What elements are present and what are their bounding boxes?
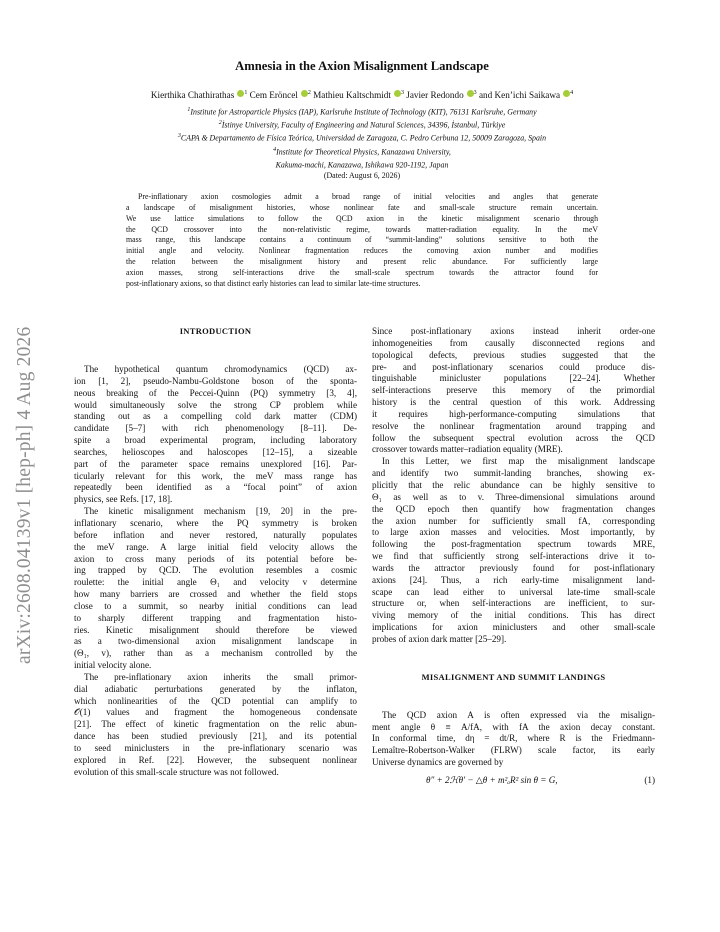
- right-column: [372, 326, 655, 787]
- arxiv-identifier[interactable]: arXiv:2608.04139v1 [hep-ph] 4 Aug 2026: [14, 326, 35, 664]
- author-affil-mark: 3: [473, 90, 477, 96]
- text-line: [21]. The effect of kinetic fragmentation on the relic abun-: [74, 719, 357, 730]
- author-name: Cem Eröncel: [249, 90, 298, 101]
- affiliation-line: [40, 131, 684, 144]
- text-line: 𝒪(1) values and fragment the homogeneous condensate: [74, 707, 357, 718]
- author-name: and Ken’ichi Saikawa: [478, 90, 561, 101]
- affiliation-text: Institute for Astroparticle Physics (IAP), Karlsruhe Institute of Technology (KIT), 76131 Karlsruhe, Germany: [190, 107, 537, 117]
- text-line: The hypothetical quantum chromodynamics (QCD) ax-: [84, 364, 357, 374]
- abstract-line: initial angle and velocity. Nonlinear fragmentation reduces the comoving axion number and modifies: [126, 246, 598, 256]
- text-line: part of the parameter space remains unexplored [16]. Par-: [74, 458, 357, 469]
- dated-line: (Dated: August 6, 2026): [323, 171, 401, 181]
- equation-number: (1): [644, 775, 655, 785]
- text-line: history is the central question of this work. Addressing: [372, 397, 655, 408]
- text-line: the meV range. A large initial field velocity allows the: [74, 541, 357, 552]
- text-line: Universe dynamics are governed by: [372, 757, 504, 768]
- equation-body: θ″ + 2ℋθ′ − △θ + m²ₐR² sin θ = G,: [426, 775, 558, 785]
- text-line: Θ₁ as well as to v. Three-dimensional simulations around: [372, 491, 655, 502]
- text-line: axion to cross many periods of its potential before be-: [74, 553, 357, 564]
- text-line: roulette: the initial angle Θ₁ and velocity v determine: [74, 577, 357, 588]
- orcid-icon[interactable]: [301, 90, 308, 97]
- affiliation-text: İstinye University, Faculty of Engineering and Natural Sciences, 34396, İstanbul, Türkiye: [221, 120, 506, 130]
- paragraph: [372, 710, 655, 769]
- text-line: the axion number for sufficiently small fA, corresponding: [372, 515, 655, 526]
- text-line: repeatedly been identified as a “focal point” of axion: [74, 482, 357, 493]
- text-line: how many barriers are crossed and whether the field stops: [74, 589, 357, 600]
- author-name: Mathieu Kaltschmidt: [313, 90, 391, 101]
- text-line: and identify two summit-landing branches, showing ex-: [372, 468, 655, 479]
- text-line: ticularly relevant for this work, the meV mass range has: [74, 470, 357, 481]
- text-line: In this Letter, we first map the misalignment landscape: [382, 456, 655, 467]
- author-affil-mark: 1: [244, 90, 248, 96]
- affiliation-line: [40, 158, 684, 171]
- author-name: Javier Redondo: [406, 90, 464, 101]
- text-line: tinguishable minicluster populations [22–24]. Whether: [372, 373, 655, 384]
- orcid-icon[interactable]: [394, 90, 401, 97]
- abstract-line: a landscape of misalignment histories, whose nonlinear fate and small-scale structure remain uncertain.: [126, 202, 598, 212]
- text-line: to large axion masses and velocities. Most importantly, by: [372, 527, 655, 538]
- section-heading-misalignment: MISALIGNMENT AND SUMMIT LANDINGS: [421, 671, 606, 682]
- text-line: following the post-fragmentation spectrum towards MRE,: [372, 539, 655, 550]
- text-line: resolve the nonlinear fragmentation around trapping and: [372, 420, 655, 431]
- text-line: topological defects, previous studies suggested that the: [372, 349, 655, 360]
- affiliation-line: [40, 118, 684, 131]
- paragraph: [372, 456, 655, 646]
- text-line: The QCD axion A is often expressed via the misalign-: [382, 709, 655, 720]
- author-affil-mark: 3: [400, 90, 404, 96]
- abstract-line: post-inflationary axions, so that distinct early histories can lead to similar late-time structures.: [126, 278, 421, 288]
- text-line: inhomogeneities from causally disconnected regions and: [372, 337, 655, 348]
- abstract-line: Pre-inflationary axion cosmologies admit a broad range of initial velocities and angles that generate: [138, 192, 598, 201]
- text-line: probes of axion dark matter [25–29].: [372, 633, 507, 644]
- abstract-line: mass range, this landscape contains a continuum of “summit-landing” solutions sensitive to both the: [126, 235, 598, 245]
- text-line: standing out as a compelling cold dark matter (CDM): [74, 411, 357, 422]
- text-line: axions [24]. Thus, a rich early-time misalignment land-: [372, 574, 655, 585]
- text-line: physics, see Refs. [17, 18].: [74, 494, 173, 505]
- text-line: close to a summit, so nearby initial conditions can lead: [74, 600, 357, 611]
- text-line: (Θ₁, v), rather than as a mechanism controlled by the: [74, 648, 357, 659]
- text-line: Since post-inflationary axions instead inherit order-one: [372, 326, 655, 336]
- abstract-line: axion masses, strong self-interactions drive the small-scale spectrum towards the attractor found for: [126, 267, 598, 277]
- orcid-icon[interactable]: [467, 90, 474, 97]
- text-line: ries. Kinetic misalignment should therefore be viewed: [74, 624, 357, 635]
- author-affil-mark: 4: [570, 90, 574, 96]
- author-name: Kierthika Chathirathas: [150, 90, 235, 101]
- text-line: Lemaître-Robertson-Walker (FLRW) scale factor, its early: [372, 745, 655, 756]
- text-line: wards the attractor previously found for post-inflationary: [372, 562, 655, 573]
- paragraph: [372, 326, 655, 456]
- text-line: plicitly that the relic abundance can be highly sensitive to: [372, 479, 655, 490]
- text-line: self-interactions preserve this memory of the primordial: [372, 385, 655, 396]
- text-line: spite a broad experimental program, including laboratory: [74, 435, 357, 446]
- text-line: ment angle θ ≡ A/fA, with fA the axion decay constant.: [372, 721, 655, 732]
- affiliation-text: Institute for Theoretical Physics, Kanazawa University,: [276, 147, 451, 157]
- affil-mark: 4: [273, 146, 277, 153]
- text-line: to sharply different trapping and fragmentation histo-: [74, 612, 357, 623]
- text-line: which nonlinearities of the QCD potential can amplify to: [74, 695, 357, 706]
- text-line: to seed miniclusters in the pre-inflationary scenario was: [74, 743, 357, 753]
- text-line: candidate [5–7] with rich phenomenology [8–11]. De-: [74, 423, 357, 434]
- text-line: follow the subsequent spectral evolution across the QCD: [372, 432, 655, 443]
- text-line: it requires high-performance-computing simulations that: [372, 408, 655, 419]
- text-line: crossover towards matter–radiation equality (MRE).: [372, 444, 563, 455]
- affil-mark: 1: [187, 107, 191, 113]
- text-line: as a two-dimensional axion misalignment landscape in: [74, 636, 357, 647]
- affiliations: [40, 105, 684, 182]
- text-line: initial velocity alone.: [74, 660, 152, 671]
- text-line: implications for axion miniclusters and other small-scale: [372, 622, 655, 633]
- text-line: inflationary scenario, where the PQ symmetry is broken: [74, 517, 357, 528]
- equation-1: [372, 775, 655, 787]
- author-list: [40, 90, 684, 100]
- text-line: evolution of this small-scale structure was not followed.: [74, 766, 279, 777]
- paragraph: [74, 364, 357, 506]
- affil-mark: 3: [177, 133, 181, 140]
- text-line: viving memory of the initial conditions. This has direct: [372, 610, 655, 621]
- author-affil-mark: 2: [307, 90, 311, 96]
- abstract: [126, 192, 598, 290]
- affiliation-text: CAPA & Departamento de Física Teórica, Universidad de Zaragoza, C. Pedro Cerbuna 12, 50009 Zaragoza, Spain: [180, 134, 547, 144]
- text-line: structure or, when self-interactions are inefficient, to sur-: [372, 598, 655, 609]
- text-line: the QCD epoch then quantify how fragmentation changes: [372, 503, 655, 514]
- left-column: [74, 326, 357, 779]
- text-line: dance has been studied previously [21], and its potential: [74, 731, 357, 742]
- text-line: dial adiabatic perturbations generated by the inflaton,: [74, 683, 357, 694]
- affil-mark: 2: [218, 120, 222, 127]
- text-line: searches, helioscopes and haloscopes [12–15], a sizeable: [74, 446, 357, 457]
- text-line: we find that sufficiently strong self-interactions drive it to-: [372, 551, 655, 562]
- text-line: scape can lead either to universal late-time small-scale: [372, 586, 655, 597]
- paragraph: [74, 672, 357, 779]
- abstract-line: the relation between the misalignment history and present relic abundance. For sufficiently large: [126, 257, 598, 267]
- abstract-line: We use lattice simulations to follow the QCD axion in the kinetic misalignment scenario through: [126, 213, 598, 223]
- paragraph: [74, 506, 357, 672]
- text-line: pre- and post-inflationary scenarios could produce dis-: [372, 361, 655, 372]
- affiliation-line: [40, 105, 684, 118]
- text-line: explored in Ref. [22]. However, the subsequent nonlinear: [74, 754, 357, 765]
- affiliation-line: [40, 145, 684, 158]
- abstract-line: the QCD crossover into the non-relativistic regime, towards matter-radiation equality. In the meV: [126, 224, 598, 234]
- text-line: ing trapped by QCD. The evolution resembles a cosmic: [74, 565, 357, 576]
- text-line: The kinetic misalignment mechanism [19, 20] in the pre-: [84, 506, 357, 517]
- section-heading-introduction: INTRODUCTION: [179, 326, 252, 336]
- text-line: In conformal time, dη = dt/R, where R is the Friedmann-: [372, 733, 655, 744]
- text-line: before inflation and never restored, naturally populates: [74, 529, 357, 540]
- text-line: neous breaking of the Peccei-Quinn (PQ) symmetry [3, 4],: [74, 387, 357, 398]
- text-line: The pre-inflationary axion inherits the small primor-: [84, 671, 357, 682]
- text-line: would simultaneously solve the strong CP problem while: [74, 399, 357, 410]
- paper-title: Amnesia in the Axion Misalignment Landscape: [235, 59, 489, 73]
- affiliation-text: Kakuma-machi, Kanazawa, Ishikawa 920-1192, Japan: [275, 160, 449, 170]
- text-line: ion [1, 2], pseudo-Nambu-Goldstone boson of the sponta-: [74, 375, 357, 386]
